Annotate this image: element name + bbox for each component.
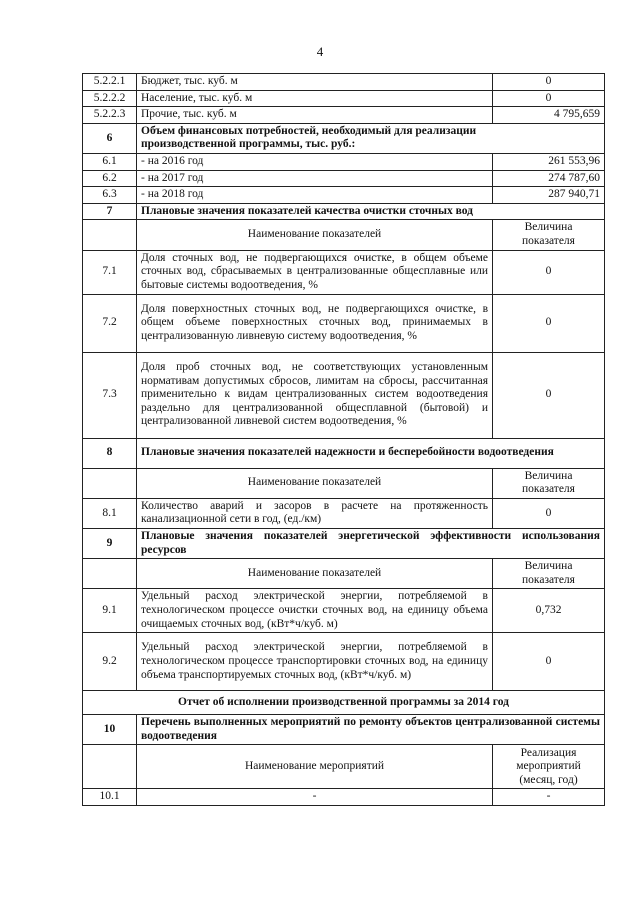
program-table: [82, 73, 605, 806]
empty-cell: [83, 745, 137, 789]
row-number: 7.2: [83, 294, 137, 352]
row-number: 5.2.2.3: [83, 107, 137, 124]
table-row: [83, 250, 605, 294]
column-header-name: Наименование мероприятий: [137, 745, 493, 789]
section-title: Плановые значения показателей качества очистки сточных вод: [137, 203, 605, 220]
row-text: Удельный расход электрической энергии, потребляемой в технологическом процессе очистки сточных вод, на единицу объема очищаемых сточных вод, (кВт*ч/куб. м): [137, 589, 493, 633]
section-row: [83, 123, 605, 153]
row-number: 6.1: [83, 153, 137, 170]
row-value: 0: [493, 74, 605, 91]
row-text: - на 2017 год: [137, 170, 493, 187]
row-value: 0: [493, 352, 605, 438]
row-text: - на 2018 год: [137, 187, 493, 204]
row-text: Доля проб сточных вод, не соответствующих установленным нормативам допустимых сбросов, лимитам на сбросы, рассчитанная применительно к видам централизованных систем водоотведения раздельно для централизованной общесплавной (бытовой) и централизованной ливневой систем водоотведения, %: [137, 352, 493, 438]
table-row: [83, 74, 605, 91]
row-text: Доля поверхностных сточных вод, не подвергающихся очистке, в общем объеме поверхностных сточных вод, принимаемых в централизованную ливневую систему водоотведения, %: [137, 294, 493, 352]
row-number: 9.2: [83, 633, 137, 691]
section-title: Плановые значения показателей энергетической эффективности использования ресурсов: [137, 528, 605, 558]
report-title-row: [83, 691, 605, 715]
table-row: [83, 170, 605, 187]
page-number: 4: [316, 44, 324, 59]
row-value: 4 795,659: [493, 107, 605, 124]
row-value: 0,732: [493, 589, 605, 633]
row-number: 9.1: [83, 589, 137, 633]
section-number: 8: [83, 438, 137, 468]
section-number: 6: [83, 123, 137, 153]
row-value: 0: [493, 633, 605, 691]
row-number: 10.1: [83, 789, 137, 806]
section-row: [83, 438, 605, 468]
row-number: 7.1: [83, 250, 137, 294]
column-header-name: Наименование показателей: [137, 468, 493, 498]
row-number: 6.3: [83, 187, 137, 204]
row-number: 6.2: [83, 170, 137, 187]
section-title: Перечень выполненных мероприятий по ремонту объектов централизованной системы водоотведения: [137, 715, 605, 745]
empty-cell: [83, 220, 137, 250]
row-value: 261 553,96: [493, 153, 605, 170]
empty-cell: [83, 468, 137, 498]
row-value: 0: [493, 250, 605, 294]
row-text: Население, тыс. куб. м: [137, 90, 493, 107]
row-text: Удельный расход электрической энергии, потребляемой в технологическом процессе транспортировки сточных вод, на единицу объема транспортируемых сточных вод, (кВт*ч/куб. м): [137, 633, 493, 691]
row-text: - на 2016 год: [137, 153, 493, 170]
column-header-name: Наименование показателей: [137, 220, 493, 250]
row-value: 0: [493, 498, 605, 528]
section-number: 7: [83, 203, 137, 220]
table-row: [83, 352, 605, 438]
section-row: [83, 715, 605, 745]
header-row: [83, 745, 605, 789]
row-value: -: [493, 789, 605, 806]
table-row: [83, 589, 605, 633]
row-number: 5.2.2.2: [83, 90, 137, 107]
row-text: Доля сточных вод, не подвергающихся очистке, в общем объеме сточных вод, сбрасываемых в централизованные общесплавные или бытовые системы водоотведения, %: [137, 250, 493, 294]
column-header-value: Реализация мероприятий (месяц, год): [493, 745, 605, 789]
table-row: [83, 107, 605, 124]
row-value: 0: [493, 90, 605, 107]
row-value: 287 940,71: [493, 187, 605, 204]
row-value: 0: [493, 294, 605, 352]
table-row: [83, 153, 605, 170]
row-text: Бюджет, тыс. куб. м: [137, 74, 493, 91]
section-title: Объем финансовых потребностей, необходимый для реализации производственной программы, тыс. руб.:: [137, 123, 605, 153]
section-row: [83, 528, 605, 558]
header-row: [83, 220, 605, 250]
table-row: [83, 187, 605, 204]
table-row: [83, 294, 605, 352]
column-header-name: Наименование показателей: [137, 559, 493, 589]
row-text: -: [137, 789, 493, 806]
section-title: Плановые значения показателей надежности и бесперебойности водоотведения: [137, 438, 605, 468]
empty-cell: [83, 559, 137, 589]
table-row: [83, 633, 605, 691]
section-row: [83, 203, 605, 220]
column-header-value: Величина показателя: [493, 220, 605, 250]
table-row: [83, 90, 605, 107]
row-number: 5.2.2.1: [83, 74, 137, 91]
table-row: [83, 498, 605, 528]
row-number: 7.3: [83, 352, 137, 438]
section-number: 10: [83, 715, 137, 745]
table-row: [83, 789, 605, 806]
header-row: [83, 559, 605, 589]
header-row: [83, 468, 605, 498]
section-number: 9: [83, 528, 137, 558]
column-header-value: Величина показателя: [493, 559, 605, 589]
column-header-value: Величина показателя: [493, 468, 605, 498]
report-title: Отчет об исполнении производственной программы за 2014 год: [83, 691, 605, 715]
row-text: Прочие, тыс. куб. м: [137, 107, 493, 124]
row-text: Количество аварий и засоров в расчете на протяженность канализационной сети в год, (ед./км): [137, 498, 493, 528]
row-value: 274 787,60: [493, 170, 605, 187]
row-number: 8.1: [83, 498, 137, 528]
